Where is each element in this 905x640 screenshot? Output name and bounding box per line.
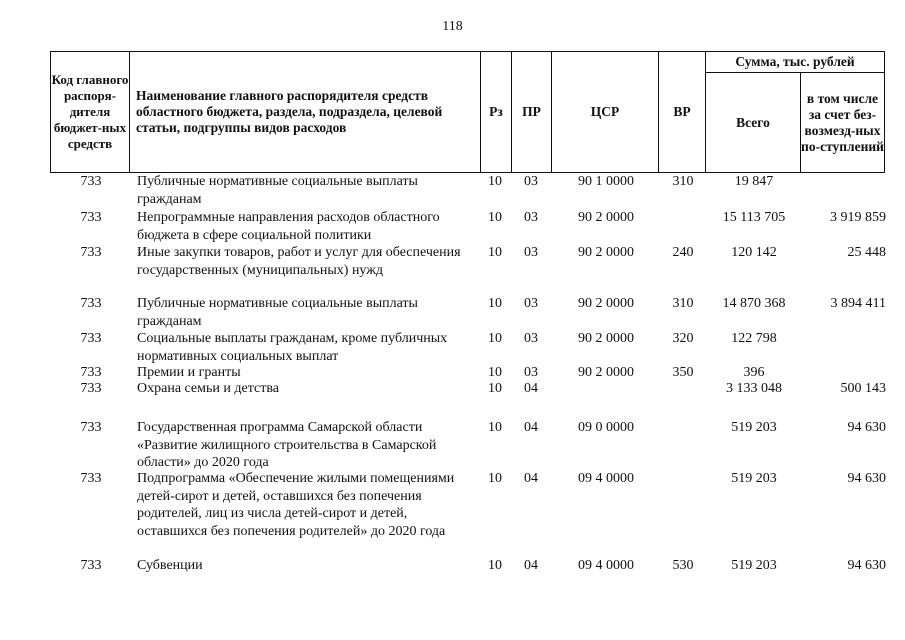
cell-name: Охрана семьи и детства (137, 381, 279, 396)
header-csr: ЦСР (590, 104, 620, 119)
cell-total: 14 870 368 (722, 296, 786, 311)
cell-code: 733 (80, 558, 102, 573)
header-code: Код главного распоря-дителя бюджет-ных средств (51, 72, 129, 151)
cell-name: Социальные выплаты гражданам, кроме публичных нормативных социальных выплат (137, 331, 448, 364)
cell-rz: 10 (488, 471, 502, 486)
cell-total: 519 203 (731, 420, 777, 435)
cell-pr: 03 (524, 296, 538, 311)
cell-total: 19 847 (734, 174, 774, 189)
cell-total: 122 798 (731, 331, 777, 346)
cell-csr: 90 2 0000 (578, 210, 634, 225)
header-gratis: в том числе за счет без-возмезд-ных по-ступлений (801, 90, 884, 154)
cell-pr: 04 (524, 420, 538, 435)
cell-rz: 10 (488, 381, 502, 396)
header-total: Всего (736, 114, 770, 130)
cell-rz: 10 (488, 245, 502, 260)
cell-csr: 90 2 0000 (578, 365, 634, 380)
cell-pr: 03 (524, 245, 538, 260)
cell-gratis: 94 630 (847, 558, 886, 573)
cell-csr: 90 2 0000 (578, 245, 634, 260)
cell-code: 733 (80, 365, 102, 380)
cell-vr: 350 (672, 365, 694, 380)
cell-code: 733 (80, 331, 102, 346)
cell-pr: 03 (524, 331, 538, 346)
cell-rz: 10 (488, 365, 502, 380)
cell-name: Публичные нормативные социальные выплаты гражданам (137, 296, 418, 329)
cell-gratis: 3 894 411 (830, 296, 886, 311)
cell-name: Субвенции (137, 558, 203, 573)
cell-rz: 10 (488, 331, 502, 346)
cell-total: 519 203 (731, 471, 777, 486)
cell-pr: 04 (524, 381, 538, 396)
cell-csr: 09 4 0000 (578, 558, 634, 573)
cell-name: Премии и гранты (137, 365, 241, 380)
cell-code: 733 (80, 210, 102, 225)
cell-csr: 09 0 0000 (578, 420, 634, 435)
cell-vr: 240 (672, 245, 694, 260)
cell-gratis: 94 630 (847, 471, 886, 486)
cell-total: 15 113 705 (722, 210, 786, 225)
cell-code: 733 (80, 381, 102, 396)
page-number: 118 (442, 19, 463, 34)
cell-pr: 04 (524, 558, 538, 573)
cell-gratis: 25 448 (847, 245, 886, 260)
header-rz: Рз (489, 104, 503, 119)
cell-pr: 03 (524, 210, 538, 225)
cell-code: 733 (80, 174, 102, 189)
cell-total: 3 133 048 (726, 381, 782, 396)
cell-rz: 10 (488, 420, 502, 435)
cell-name: Государственная программа Самарской области «Развитие жилищного строительства в Самарской области» до 2020 года (137, 420, 437, 470)
cell-gratis: 500 143 (840, 381, 886, 396)
cell-name: Публичные нормативные социальные выплаты гражданам (137, 174, 418, 207)
cell-name: Иные закупки товаров, работ и услуг для обеспечения государственных (муниципальных) нужд (137, 245, 461, 278)
cell-total: 396 (743, 365, 765, 380)
cell-vr: 310 (672, 296, 694, 311)
cell-code: 733 (80, 471, 102, 486)
cell-code: 733 (80, 245, 102, 260)
cell-rz: 10 (488, 296, 502, 311)
cell-csr: 90 2 0000 (578, 296, 634, 311)
cell-vr: 310 (672, 174, 694, 189)
cell-total: 120 142 (731, 245, 777, 260)
cell-gratis: 3 919 859 (830, 210, 886, 225)
cell-pr: 03 (524, 174, 538, 189)
cell-rz: 10 (488, 210, 502, 225)
cell-csr: 09 4 0000 (578, 471, 634, 486)
cell-gratis: 94 630 (847, 420, 886, 435)
cell-csr: 90 1 0000 (578, 174, 634, 189)
cell-name: Непрограммные направления расходов областного бюджета в сфере социальной политики (137, 210, 440, 243)
cell-code: 733 (80, 296, 102, 311)
cell-vr: 530 (672, 558, 694, 573)
cell-total: 519 203 (731, 558, 777, 573)
cell-rz: 10 (488, 558, 502, 573)
header-pr: ПР (522, 104, 541, 119)
cell-pr: 03 (524, 365, 538, 380)
cell-vr: 320 (672, 331, 694, 346)
cell-code: 733 (80, 420, 102, 435)
cell-rz: 10 (488, 174, 502, 189)
header-name: Наименование главного распорядителя средств областного бюджета, раздела, подраздела, целевой статьи, подгруппы видов расходов (136, 88, 443, 135)
cell-pr: 04 (524, 471, 538, 486)
cell-name: Подпрограмма «Обеспечение жилыми помещениями детей-сирот и детей, оставшихся без попечения родителей, лиц из числа детей-сирот и детей, оставшихся без попечения родителей» до 2020 года (137, 471, 455, 539)
cell-csr: 90 2 0000 (578, 331, 634, 346)
header-vr: ВР (673, 104, 691, 119)
header-sum: Сумма, тыс. рублей (735, 54, 855, 69)
